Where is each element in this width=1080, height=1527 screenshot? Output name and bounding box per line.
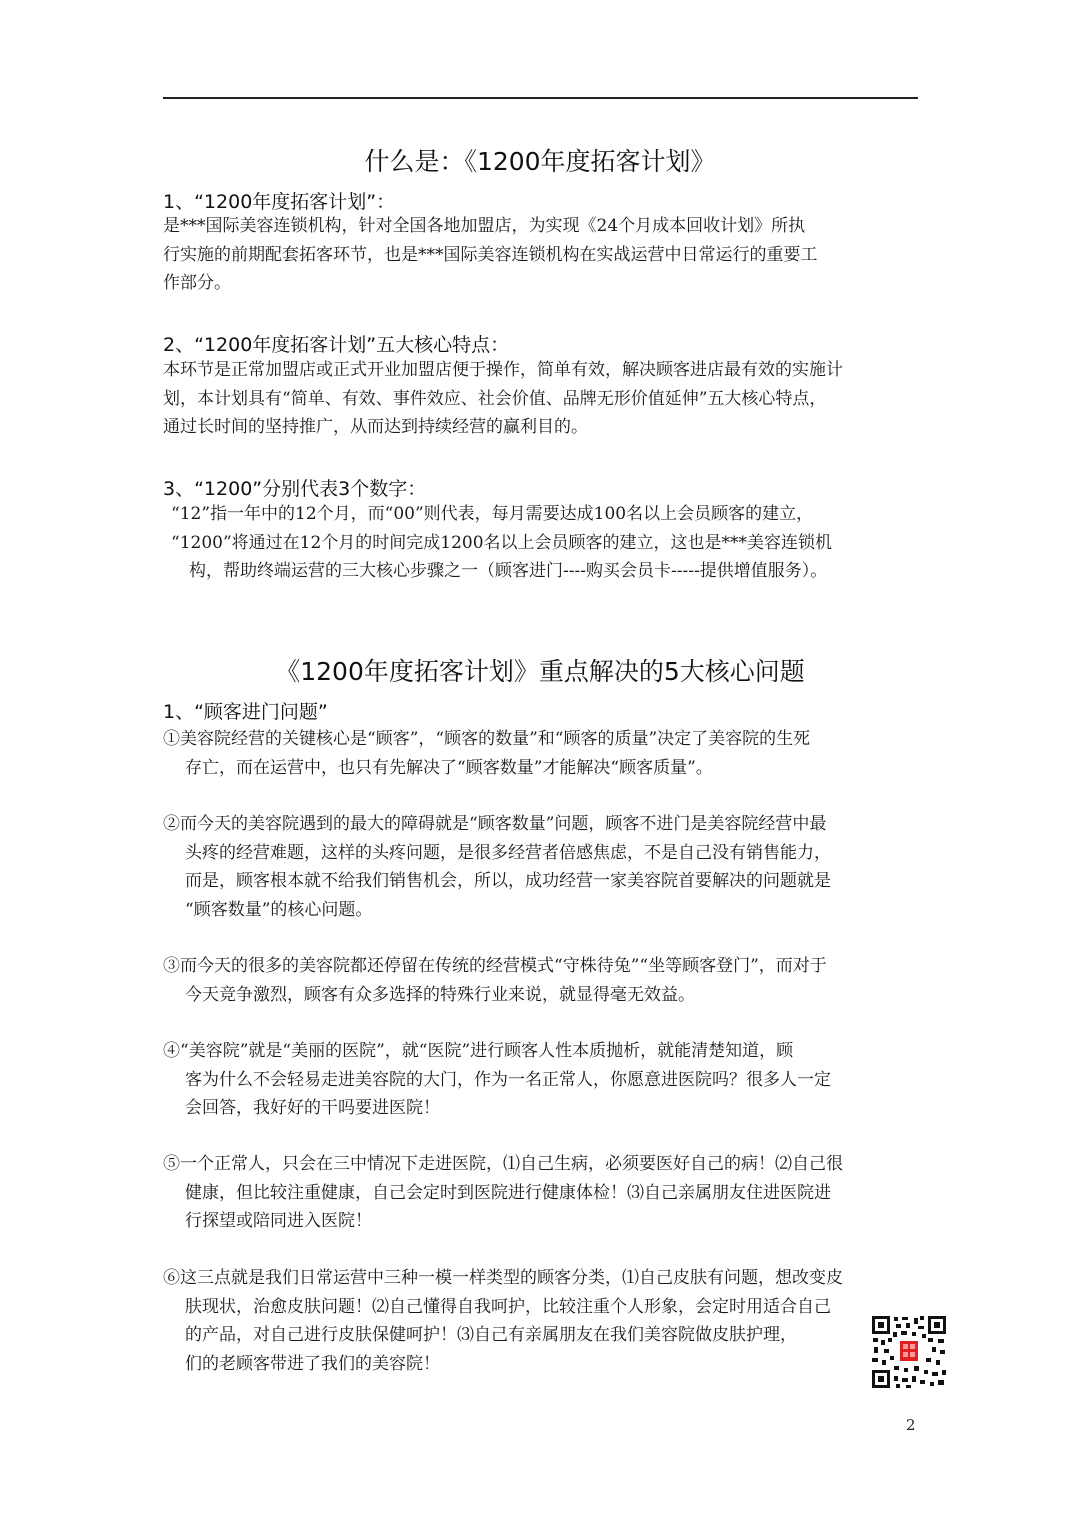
page-number: 2: [906, 1416, 916, 1434]
text-line: 行探望或陪同进入医院！: [185, 1211, 372, 1231]
text-line: 健康，但比较注重健康，自己会定时到医院进行健康体检！⑶自己亲属朋友住进医院进: [185, 1182, 831, 1203]
point-1: [163, 725, 919, 782]
item-2-heading: 2、“1200年度拓客计划”五大核心特点：: [163, 334, 510, 356]
text-line: ②而今天的美容院遇到的最大的障碍就是“顾客数量”问题，顾客不进门是美容院经营中最: [163, 814, 827, 834]
text-line: ③而今天的很多的美容院都还停留在传统的经营模式“守株待兔”“坐等顾客登门”，而对于: [163, 956, 827, 976]
text-line: 客为什么不会轻易走进美容院的大门，作为一名正常人，你愿意进医院吗？很多人一定: [185, 1069, 831, 1090]
point-6: [163, 1264, 919, 1378]
text-line: 作部分。: [163, 273, 231, 293]
text-line: ⑤一个正常人，只会在三中情况下走进医院，⑴自己生病，必须要医好自己的病！⑵自己很: [163, 1154, 843, 1174]
item-2-body: [163, 356, 919, 442]
text-line: “顾客数量”的核心问题。: [185, 899, 373, 920]
text-line: 是***国际美容连锁机构，针对全国各地加盟店，为实现《24个月成本回收计划》所执: [163, 216, 806, 236]
text-line: ④“美容院”就是“美丽的医院”，就“医院”进行顾客人性本质抛析，就能清楚知道，顾: [163, 1041, 794, 1061]
text-line: 今天竞争激烈，顾客有众多选择的特殊行业来说，就显得毫无效益。: [185, 984, 695, 1005]
text-line: “1200”将通过在12个月的时间完成1200名以上会员顾客的建立，这也是***美容连锁机: [171, 532, 833, 553]
section-title-what-is: 什么是：《1200年度拓客计划》: [364, 147, 716, 176]
point-2: [163, 810, 919, 924]
text-line: 构，帮助终端运营的三大核心步骤之一（顾客进门----购买会员卡-----提供增值服务）。: [189, 561, 828, 581]
text-line: ⑥这三点就是我们日常运营中三种一模一样类型的顾客分类，⑴自己皮肤有问题，想改变皮: [163, 1268, 843, 1288]
text-line: 划，本计划具有“简单、有效、事件效应、社会价值、品牌无形价值延伸”五大核心特点，: [163, 388, 827, 409]
text-line: 的产品，对自己进行皮肤保健呵护！⑶自己有亲属朋友在我们美容院做皮肤护理，: [185, 1325, 797, 1345]
text-line: 存亡，而在运营中，也只有先解决了“顾客数量”才能解决“顾客质量”。: [185, 757, 713, 778]
qr-code-icon[interactable]: [870, 1314, 948, 1390]
section-title-core-problems: 《1200年度拓客计划》重点解决的5大核心问题: [275, 657, 805, 686]
item-1-heading: 1、“1200年度拓客计划”：: [163, 191, 396, 213]
text-line: 通过长时间的坚持推广，从而达到持续经营的赢利目的。: [163, 417, 588, 437]
text-line: 会回答，我好好的干吗要进医院！: [185, 1098, 440, 1118]
text-line: 头疼的经营难题，这样的头疼问题，是很多经营者倍感焦虑，不是自己没有销售能力，: [185, 842, 831, 863]
text-line: 们的老顾客带进了我们的美容院！: [185, 1353, 440, 1374]
text-line: 行实施的前期配套拓客环节，也是***国际美容连锁机构在实战运营中日常运行的重要工: [163, 244, 818, 265]
item-3-heading: 3、“1200”分别代表3个数字：: [163, 478, 427, 500]
text-line: 肤现状，治愈皮肤问题！⑵自己懂得自我呵护，比较注重个人形象，会定时用适合自己: [185, 1296, 831, 1317]
text-line: 而是，顾客根本就不给我们销售机会，所以，成功经营一家美容院首要解决的问题就是: [185, 871, 831, 891]
point-4: [163, 1037, 919, 1123]
item-3-body: [163, 500, 919, 586]
point-5: [163, 1150, 919, 1236]
text-line: ①美容院经营的关键核心是“顾客”，“顾客的数量”和“顾客的质量”决定了美容院的生死: [163, 729, 811, 749]
header-rule: [163, 97, 918, 99]
text-line: “12”指一年中的12个月，而“00”则代表，每月需要达成100名以上会员顾客的建立，: [171, 504, 814, 524]
text-line: 本环节是正常加盟店或正式开业加盟店便于操作，简单有效，解决顾客进店最有效的实施计: [163, 360, 843, 380]
item-1-body: [163, 212, 919, 298]
point-3: [163, 952, 919, 1009]
problem-1-heading: 1、“顾客进门问题”: [163, 701, 328, 723]
